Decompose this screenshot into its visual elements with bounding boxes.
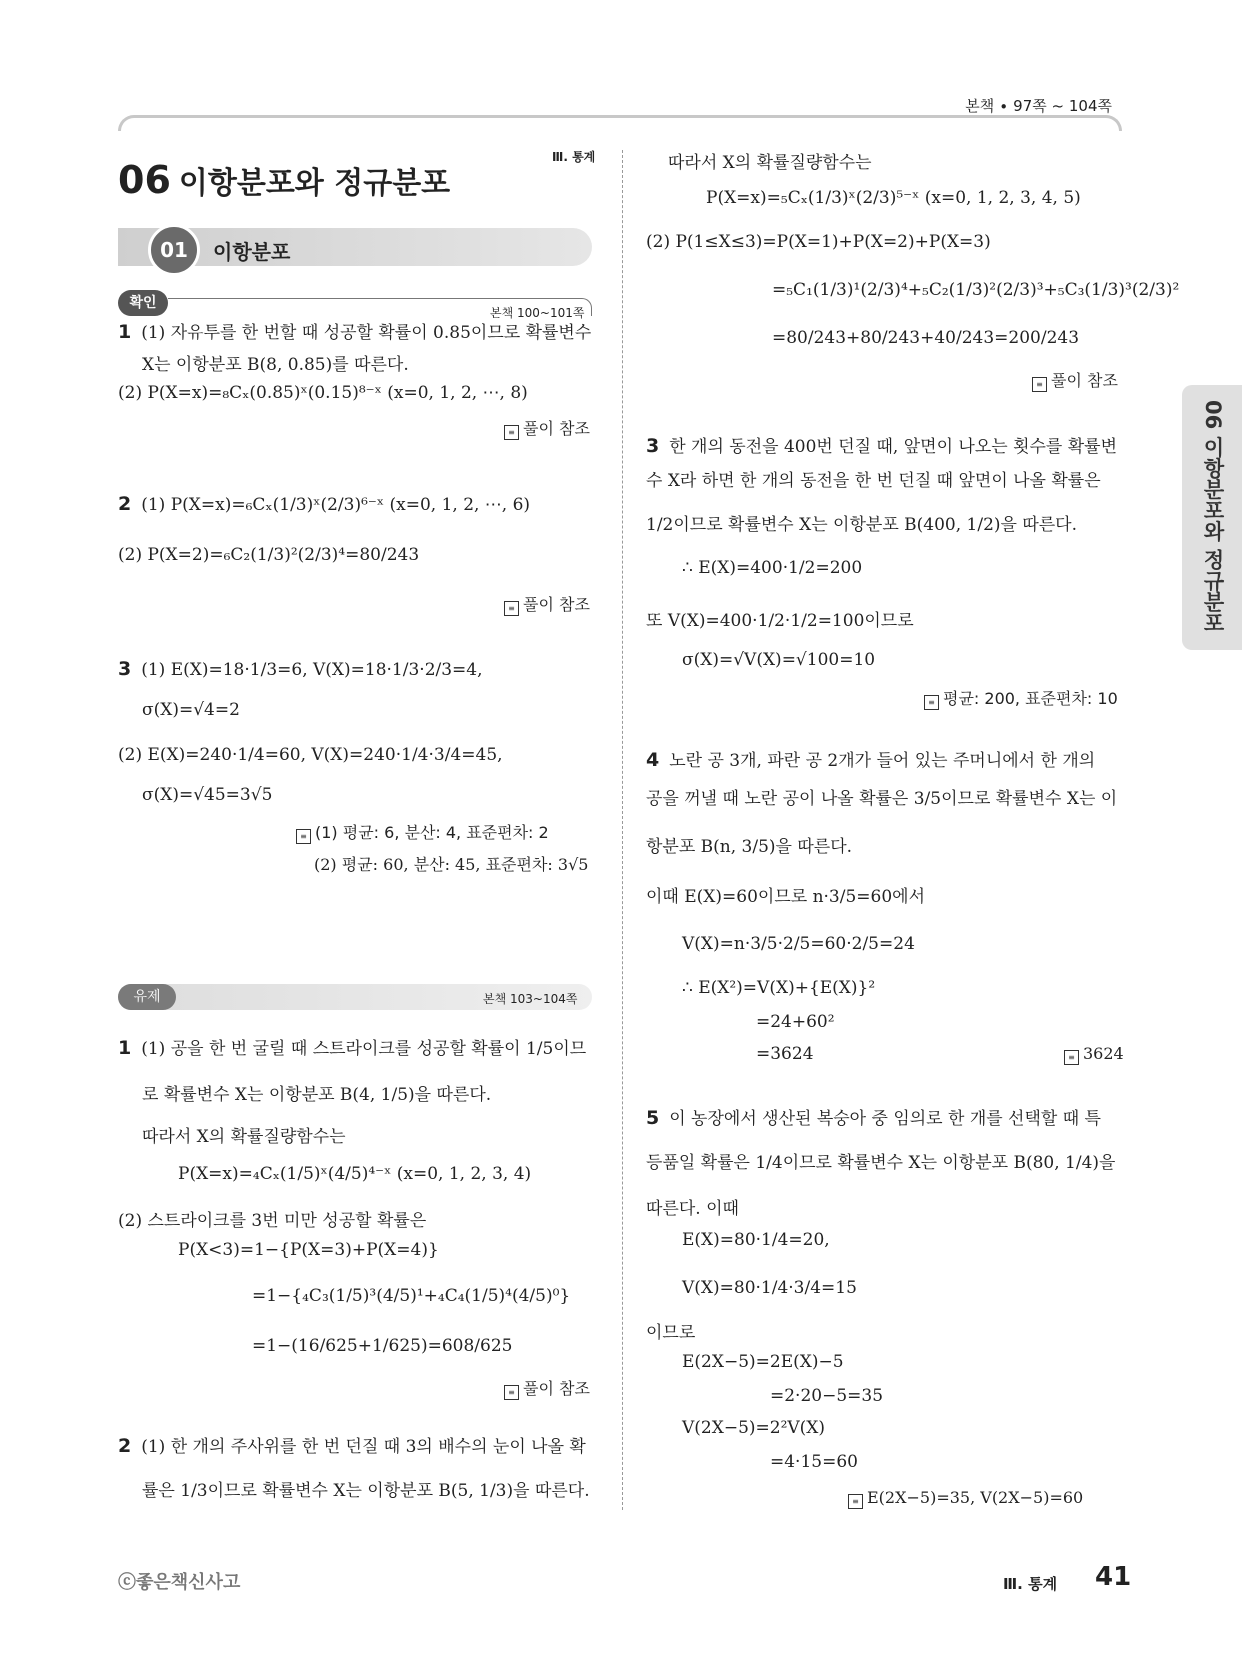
exam-badge: 유제 [118, 984, 176, 1010]
page-number: 41 [1095, 1562, 1132, 1592]
chapter-name: 이항분포와 정규분포 [178, 166, 451, 201]
exercise-1-line-1: 1 (1) 공을 한 번 굴릴 때 스트라이크를 성공할 확률이 1/5이므 [118, 1037, 587, 1059]
exercise-1-line-4: P(X=x)=₄Cₓ(1/5)ˣ(4/5)⁴⁻ˣ (x=0, 1, 2, 3, 4) [178, 1164, 532, 1184]
problem-r4-line-4: 이때 E(X)=60이므로 n·3/5=60에서 [646, 887, 926, 907]
problem-r5-line-1: 5 이 농장에서 생산된 복숭아 중 임의로 한 개를 선택할 때 특 [646, 1107, 1101, 1129]
problem-1-answer: ≡ 풀이 참조 [504, 416, 590, 440]
problem-r3-line-6: σ(X)=√V(X)=√100=10 [682, 650, 876, 670]
problem-3-line-1: 3 (1) E(X)=18·1/3=6, V(X)=18·1/3·2/3=4, [118, 658, 483, 680]
section-number-badge: 01 [148, 224, 200, 276]
problem-r4-line-8: =3624 [756, 1044, 814, 1064]
exercise-2-line-2: 률은 1/3이므로 확률변수 X는 이항분포 B(5, 1/3)을 따른다. [142, 1481, 590, 1501]
problem-3-answer-1: ≡ (1) 평균: 6, 분산: 4, 표준편차: 2 [296, 820, 549, 844]
problem-r4-answer: ≡ 3624 [1064, 1044, 1124, 1065]
problem-r4-line-3: 항분포 B(n, 3/5)을 따른다. [646, 837, 853, 857]
problem-r5-line-2: 등품일 확률은 1/4이므로 확률변수 X는 이항분포 B(80, 1/4)을 [646, 1153, 1116, 1173]
problem-1-line-1: 1 (1) 자유투를 한 번할 때 성공할 확률이 0.85이므로 확률변수 [118, 321, 592, 343]
chapter-number: 06 [118, 158, 171, 202]
problem-2-line-1: 2 (1) P(X=x)=₆Cₓ(1/3)ˣ(2/3)⁶⁻ˣ (x=0, 1, 2, ⋯, 6) [118, 493, 531, 515]
right-cont-line-5: =80/243+80/243+40/243=200/243 [772, 328, 1080, 348]
right-cont-answer: ≡ 풀이 참조 [1032, 368, 1118, 392]
problem-r3-answer: ≡ 평균: 200, 표준편차: 10 [924, 686, 1118, 710]
problem-r5-line-3: 따른다. 이때 [646, 1199, 739, 1219]
problem-3-answer-2: (2) 평균: 60, 분산: 45, 표준편차: 3√5 [314, 855, 589, 874]
problem-3-line-4: σ(X)=√45=3√5 [142, 785, 273, 805]
book-page-ref: 본책 ∙ 97쪽 ~ 104쪽 [965, 97, 1112, 115]
problem-r3-line-2: 수 X라 하면 한 개의 동전을 한 번 던질 때 앞면이 나올 확률은 [646, 471, 1101, 491]
problem-r3-line-4: ∴ E(X)=400·1/2=200 [682, 558, 863, 578]
problem-2-line-2: (2) P(X=2)=₆C₂(1/3)²(2/3)⁴=80/243 [118, 545, 420, 565]
problem-r3-line-5: 또 V(X)=400·1/2·1/2=100이므로 [646, 611, 914, 631]
problem-1-line-2: X는 이항분포 B(8, 0.85)를 따른다. [142, 355, 409, 375]
problem-r4-line-6: ∴ E(X²)=V(X)+{E(X)}² [682, 978, 876, 998]
exercise-1-line-8: =1−(16/625+1/625)=608/625 [252, 1336, 513, 1356]
problem-r5-line-5: V(X)=80·1/4·3/4=15 [682, 1278, 857, 1298]
right-cont-line-1: 따라서 X의 확률질량함수는 [668, 153, 872, 173]
publisher-logo: ⓒ좋은책신사고 [118, 1572, 241, 1593]
problem-r3-line-3: 1/2이므로 확률변수 X는 이항분포 B(400, 1/2)을 따른다. [646, 515, 1078, 535]
problem-3-line-3: (2) E(X)=240·1/4=60, V(X)=240·1/4·3/4=45, [118, 745, 503, 765]
top-rule [118, 115, 1122, 131]
chapter-side-tab-label: 06 이항분포와 정규분포 [1201, 400, 1225, 633]
problem-r4-line-5: V(X)=n·3/5·2/5=60·2/5=24 [682, 934, 915, 954]
exercise-1-line-6: P(X<3)=1−{P(X=3)+P(X=4)} [178, 1240, 439, 1260]
exercise-1-line-2: 로 확률변수 X는 이항분포 B(4, 1/5)을 따른다. [142, 1085, 492, 1105]
problem-2-answer: ≡ 풀이 참조 [504, 592, 590, 616]
right-cont-line-2: P(X=x)=₅Cₓ(1/3)ˣ(2/3)⁵⁻ˣ (x=0, 1, 2, 3, 4, 5) [706, 188, 1081, 208]
problem-r4-line-1: 4 노란 공 3개, 파란 공 2개가 들어 있는 주머니에서 한 개의 [646, 749, 1096, 771]
exercise-1-answer: ≡ 풀이 참조 [504, 1376, 590, 1400]
problem-r5-line-10: =4·15=60 [770, 1452, 858, 1472]
part-label: Ⅲ. 통계 [552, 150, 596, 164]
problem-3-line-2: σ(X)=√4=2 [142, 700, 240, 720]
exercise-1-line-3: 따라서 X의 확률질량함수는 [142, 1127, 346, 1147]
exercise-1-line-5: (2) 스트라이크를 3번 미만 성공할 확률은 [118, 1211, 427, 1231]
problem-r5-line-6: 이므로 [646, 1323, 696, 1343]
exam-page-ref: 본책 103~104쪽 [483, 992, 578, 1006]
check-page-ref: 본책 100~101쪽 [490, 306, 585, 320]
exercise-2-line-1: 2 (1) 한 개의 주사위를 한 번 던질 때 3의 배수의 눈이 나올 확 [118, 1435, 586, 1457]
section-title: 이항분포 [213, 240, 291, 264]
problem-1-line-3: (2) P(X=x)=₈Cₓ(0.85)ˣ(0.15)⁸⁻ˣ (x=0, 1, 2, ⋯, 8) [118, 383, 528, 403]
chapter-title [118, 158, 450, 202]
column-divider [622, 150, 623, 1510]
right-cont-line-3: (2) P(1≤X≤3)=P(X=1)+P(X=2)+P(X=3) [646, 232, 991, 252]
problem-r4-line-7: =24+60² [756, 1012, 835, 1032]
problem-r5-line-9: V(2X−5)=2²V(X) [682, 1418, 826, 1438]
exercise-1-line-7: =1−{₄C₃(1/5)³(4/5)¹+₄C₄(1/5)⁴(4/5)⁰} [252, 1286, 571, 1306]
right-cont-line-4: =₅C₁(1/3)¹(2/3)⁴+₅C₂(1/3)²(2/3)³+₅C₃(1/3)³(2/3)² [772, 280, 1180, 300]
problem-r5-line-7: E(2X−5)=2E(X)−5 [682, 1352, 844, 1372]
footer-section: Ⅲ. 통계 [1003, 1575, 1058, 1593]
check-badge: 확인 [118, 290, 168, 316]
problem-r5-answer: ≡ E(2X−5)=35, V(2X−5)=60 [848, 1488, 1083, 1509]
problem-r4-line-2: 공을 꺼낼 때 노란 공이 나올 확률은 3/5이므로 확률변수 X는 이 [646, 789, 1118, 809]
problem-r3-line-1: 3 한 개의 동전을 400번 던질 때, 앞면이 나오는 횟수를 확률변 [646, 435, 1118, 457]
problem-r5-line-8: =2·20−5=35 [770, 1386, 884, 1406]
problem-r5-line-4: E(X)=80·1/4=20, [682, 1230, 830, 1250]
